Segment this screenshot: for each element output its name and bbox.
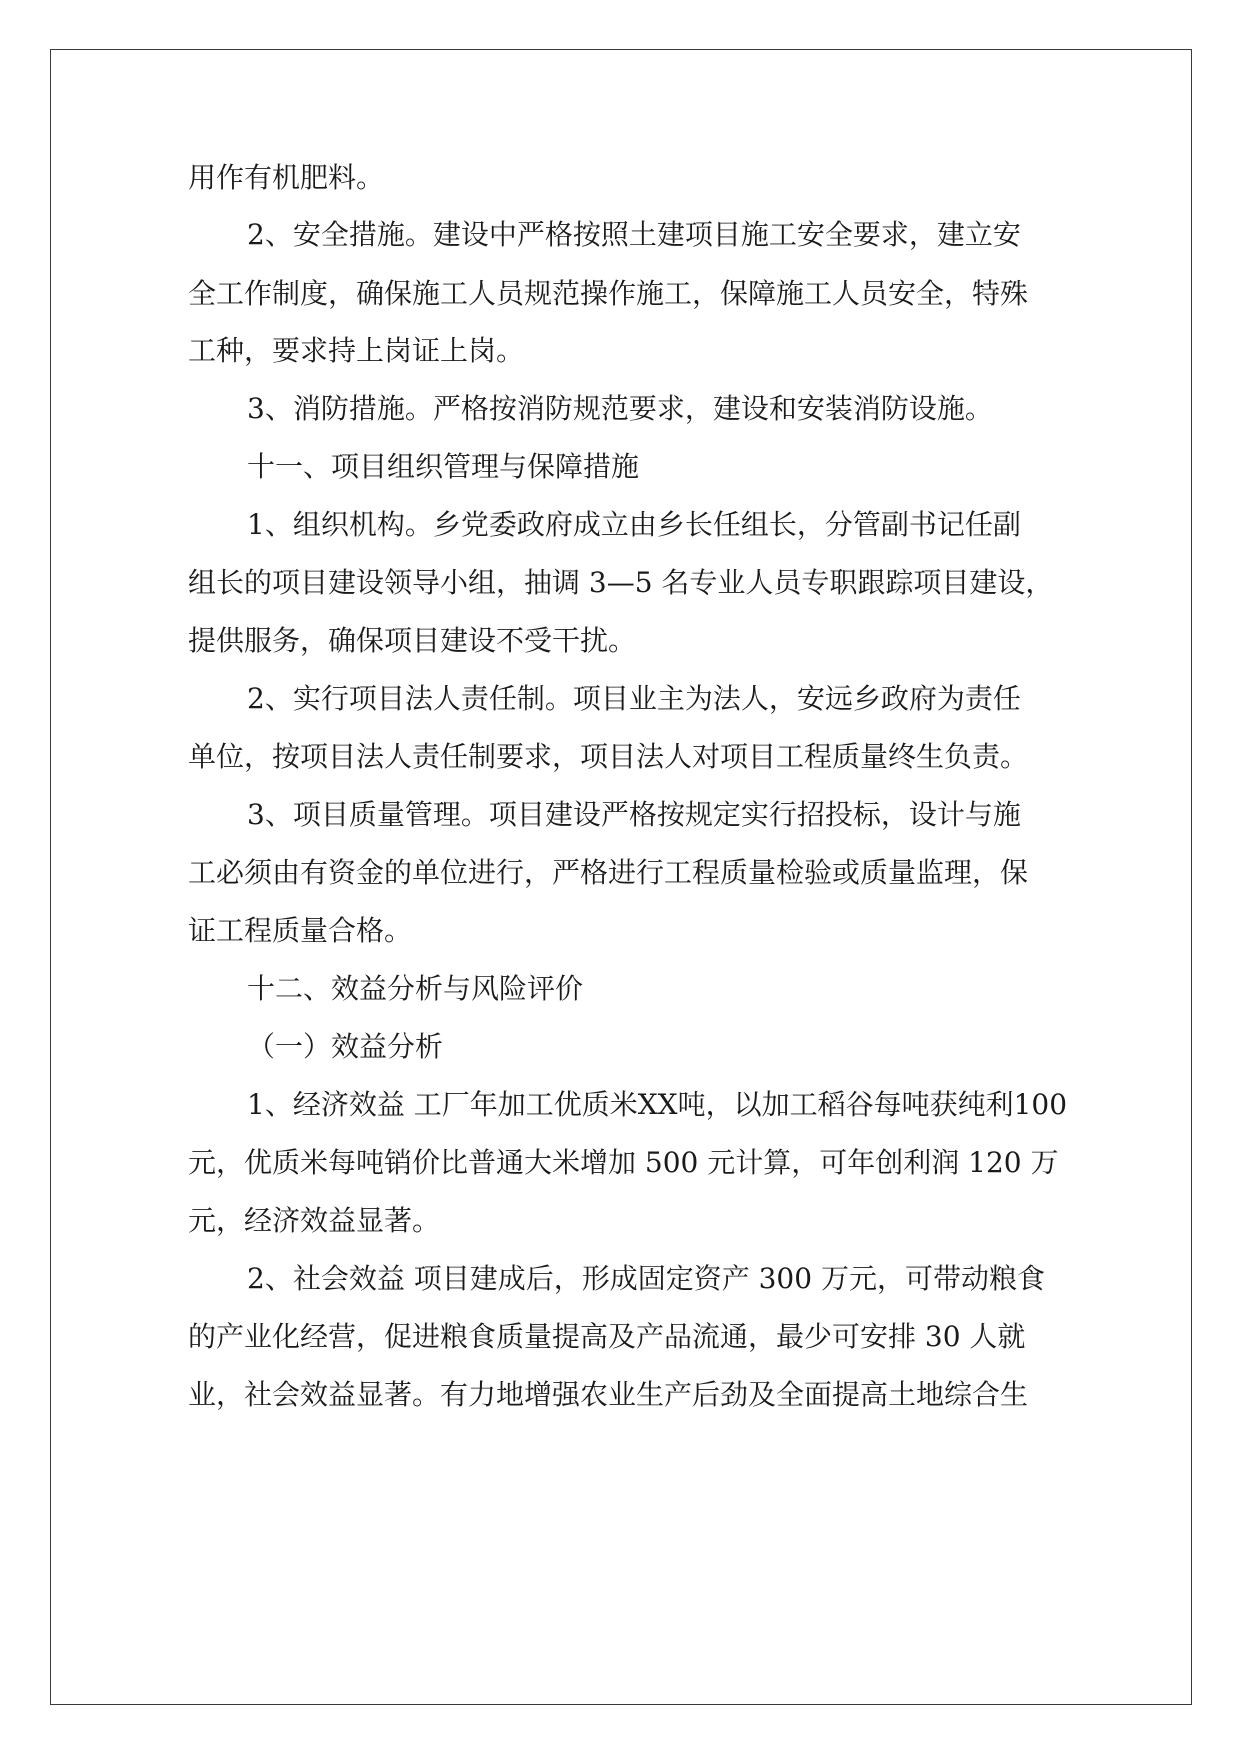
section-heading: 十二、效益分析与风险评价 [247, 972, 584, 1005]
text-line: 用作有机肥料。 [188, 161, 385, 194]
text-line: 2、社会效益 项目建成后，形成固定资产 300 万元，可带动粮食 [247, 1262, 1045, 1295]
text-line: 2、安全措施。建设中严格按照土建项目施工安全要求，建立安 [247, 218, 1021, 251]
text-line: 1、经济效益 工厂年加工优质米XX吨，以加工稻谷每吨获纯利100 [247, 1088, 1068, 1121]
text-line: 单位，按项目法人责任制要求，项目法人对项目工程质量终生负责。 [188, 740, 1029, 773]
text-line: 元，经济效益显著。 [188, 1204, 441, 1237]
text-line: 业，社会效益显著。有力地增强农业生产后劲及全面提高土地综合生 [188, 1378, 1029, 1411]
text-line: 的产业化经营，促进粮食质量提高及产品流通，最少可安排 30 人就 [188, 1320, 1026, 1353]
text-line: 3、项目质量管理。项目建设严格按规定实行招投标，设计与施 [247, 798, 1021, 831]
text-line: 提供服务，确保项目建设不受干扰。 [188, 624, 637, 657]
text-line: 工必须由有资金的单位进行，严格进行工程质量检验或质量监理，保 [188, 856, 1029, 889]
text-line: 工种，要求持上岗证上岗。 [188, 334, 525, 367]
text-line: 组长的项目建设领导小组，抽调 3—5 名专业人员专职跟踪项目建设， [188, 566, 1054, 599]
text-line: 证工程质量合格。 [188, 914, 413, 947]
text-line: 2、实行项目法人责任制。项目业主为法人，安远乡政府为责任 [247, 682, 1021, 715]
text-line: 3、消防措施。严格按消防规范要求，建设和安装消防设施。 [247, 392, 993, 425]
section-heading: 十一、项目组织管理与保障措施 [247, 450, 640, 483]
subsection-heading: （一）效益分析 [247, 1030, 444, 1063]
text-line: 元，优质米每吨销价比普通大米增加 500 元计算，可年创利润 120 万 [188, 1146, 1059, 1179]
text-line: 全工作制度，确保施工人员规范操作施工，保障施工人员安全，特殊 [188, 277, 1029, 310]
text-line: 1、组织机构。乡党委政府成立由乡长任组长，分管副书记任副 [247, 508, 1021, 541]
